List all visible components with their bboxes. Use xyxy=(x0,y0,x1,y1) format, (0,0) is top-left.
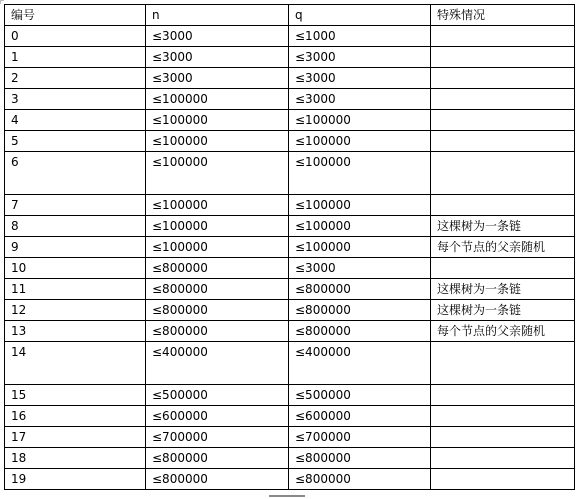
cell-special xyxy=(431,110,575,131)
table-row xyxy=(5,26,575,47)
cell-n: ≤700000 xyxy=(146,427,289,448)
cell-q: ≤100000 xyxy=(289,195,431,216)
cell-id: 10 xyxy=(5,258,146,279)
cell-q: ≤3000 xyxy=(289,258,431,279)
table-row xyxy=(5,258,575,279)
cell-special xyxy=(431,385,575,406)
table-row xyxy=(5,448,575,469)
cell-id: 16 xyxy=(5,406,146,427)
cell-id: 5 xyxy=(5,131,146,152)
table-row xyxy=(5,385,575,406)
table-row xyxy=(5,131,575,152)
cell-special xyxy=(431,152,575,195)
cell-id: 4 xyxy=(5,110,146,131)
table-row xyxy=(5,427,575,448)
cell-n: ≤800000 xyxy=(146,469,289,490)
cell-special: 每个节点的父亲随机 xyxy=(431,321,575,342)
cell-q: ≤100000 xyxy=(289,110,431,131)
table-row xyxy=(5,110,575,131)
cell-id: 11 xyxy=(5,279,146,300)
cell-special xyxy=(431,131,575,152)
cell-id: 15 xyxy=(5,385,146,406)
cell-special xyxy=(431,195,575,216)
cell-n: ≤100000 xyxy=(146,152,289,195)
header-n: n xyxy=(146,5,289,26)
cell-q: ≤3000 xyxy=(289,89,431,110)
cell-special: 这棵树为一条链 xyxy=(431,216,575,237)
cell-n: ≤600000 xyxy=(146,406,289,427)
table-row xyxy=(5,300,575,321)
cell-special xyxy=(431,406,575,427)
cell-special xyxy=(431,68,575,89)
table-row xyxy=(5,342,575,385)
table-row xyxy=(5,47,575,68)
header-id: 编号 xyxy=(5,5,146,26)
cell-special xyxy=(431,47,575,68)
cell-n: ≤800000 xyxy=(146,279,289,300)
cell-q: ≤3000 xyxy=(289,68,431,89)
cell-q: ≤3000 xyxy=(289,47,431,68)
cell-special xyxy=(431,448,575,469)
header-q: q xyxy=(289,5,431,26)
cell-n: ≤500000 xyxy=(146,385,289,406)
cell-q: ≤800000 xyxy=(289,469,431,490)
cell-n: ≤3000 xyxy=(146,68,289,89)
cell-special xyxy=(431,89,575,110)
cell-q: ≤500000 xyxy=(289,385,431,406)
cell-n: ≤3000 xyxy=(146,47,289,68)
constraints-table xyxy=(4,4,575,490)
cell-n: ≤100000 xyxy=(146,89,289,110)
cell-q: ≤800000 xyxy=(289,448,431,469)
table-row xyxy=(5,68,575,89)
cell-id: 0 xyxy=(5,26,146,47)
cell-n: ≤800000 xyxy=(146,300,289,321)
cell-id: 14 xyxy=(5,342,146,385)
table-row xyxy=(5,195,575,216)
cell-n: ≤100000 xyxy=(146,131,289,152)
cell-q: ≤700000 xyxy=(289,427,431,448)
cell-id: 18 xyxy=(5,448,146,469)
header-special: 特殊情况 xyxy=(431,5,575,26)
cell-q: ≤800000 xyxy=(289,300,431,321)
cell-special xyxy=(431,469,575,490)
table-body xyxy=(5,26,575,490)
table-row xyxy=(5,469,575,490)
cell-n: ≤3000 xyxy=(146,26,289,47)
cell-n: ≤100000 xyxy=(146,216,289,237)
cell-q: ≤100000 xyxy=(289,237,431,258)
cell-id: 19 xyxy=(5,469,146,490)
cell-id: 7 xyxy=(5,195,146,216)
cell-n: ≤800000 xyxy=(146,321,289,342)
cell-special: 这棵树为一条链 xyxy=(431,279,575,300)
table-row xyxy=(5,279,575,300)
cell-n: ≤100000 xyxy=(146,195,289,216)
table-row xyxy=(5,237,575,258)
cell-n: ≤100000 xyxy=(146,237,289,258)
cell-special xyxy=(431,26,575,47)
cell-special: 这棵树为一条链 xyxy=(431,300,575,321)
table-row xyxy=(5,89,575,110)
cell-n: ≤800000 xyxy=(146,258,289,279)
cell-id: 8 xyxy=(5,216,146,237)
cell-q: ≤100000 xyxy=(289,152,431,195)
cell-id: 3 xyxy=(5,89,146,110)
table-row xyxy=(5,321,575,342)
cell-special xyxy=(431,427,575,448)
cell-special xyxy=(431,342,575,385)
table-row xyxy=(5,152,575,195)
cell-id: 1 xyxy=(5,47,146,68)
scroll-indicator[interactable] xyxy=(269,495,305,497)
cell-special xyxy=(431,258,575,279)
cell-id: 12 xyxy=(5,300,146,321)
cell-special: 每个节点的父亲随机 xyxy=(431,237,575,258)
cell-q: ≤800000 xyxy=(289,279,431,300)
cell-n: ≤100000 xyxy=(146,110,289,131)
cell-q: ≤100000 xyxy=(289,216,431,237)
cell-id: 6 xyxy=(5,152,146,195)
cell-q: ≤800000 xyxy=(289,321,431,342)
table-row xyxy=(5,406,575,427)
cell-id: 2 xyxy=(5,68,146,89)
cell-q: ≤1000 xyxy=(289,26,431,47)
cell-n: ≤800000 xyxy=(146,448,289,469)
cell-q: ≤100000 xyxy=(289,131,431,152)
cell-id: 13 xyxy=(5,321,146,342)
cell-n: ≤400000 xyxy=(146,342,289,385)
cell-id: 9 xyxy=(5,237,146,258)
cell-id: 17 xyxy=(5,427,146,448)
table-header-row xyxy=(5,5,575,26)
cell-q: ≤600000 xyxy=(289,406,431,427)
table-row xyxy=(5,216,575,237)
cell-q: ≤400000 xyxy=(289,342,431,385)
